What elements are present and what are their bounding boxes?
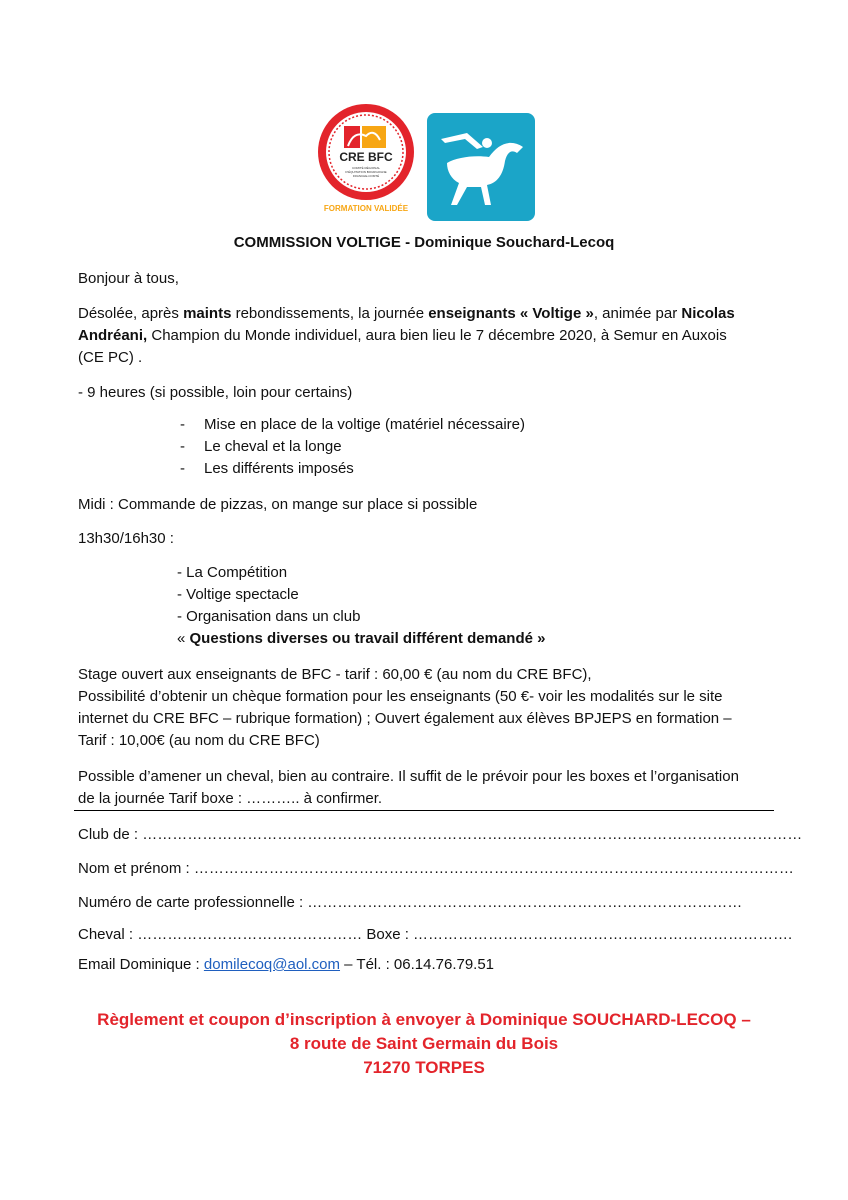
intro-bold-andreani: Andréani, bbox=[78, 327, 148, 344]
list-item: - Le cheval et la longe bbox=[180, 438, 342, 455]
horse-vaulting-icon bbox=[427, 113, 535, 221]
email-label: Email Dominique : bbox=[78, 956, 204, 973]
afternoon-list bbox=[177, 562, 545, 650]
list-item: - Les différents imposés bbox=[180, 460, 354, 477]
tarif-line-3: internet du CRE BFC – rubrique formation) ; Ouvert également aux élèves BPJEPS en formation – bbox=[78, 710, 732, 727]
voltige-logo bbox=[427, 113, 535, 221]
intro-text-4: Champion du Monde individuel, aura bien lieu le 7 décembre 2020, à Semur en Auxois bbox=[147, 327, 727, 344]
lunch-line: Midi : Commande de pizzas, on mange sur place si possible bbox=[78, 496, 478, 513]
list-item bbox=[177, 628, 545, 650]
intro-line-1 bbox=[78, 303, 735, 325]
horse-box-field[interactable]: Cheval : ……………………………………… Boxe : …………………………………………………………………. bbox=[78, 926, 793, 943]
morning-heading: - 9 heures (si possible, loin pour certains) bbox=[78, 384, 353, 401]
list-item: - La Compétition bbox=[177, 564, 288, 581]
intro-bold-maints: maints bbox=[183, 305, 232, 322]
intro-line-3: (CE PC) . bbox=[78, 349, 143, 366]
intro-text-2: rebondissements, la journée bbox=[231, 305, 429, 322]
cre-logo-small: COMITÉ RÉGIONAL D'ÉQUITATION BOURGOGNE FRANCHE-COMTÉ bbox=[345, 166, 387, 178]
footer-line-2: 8 route de Saint Germain du Bois bbox=[289, 1034, 559, 1053]
email-link[interactable]: domilecoq@aol.com bbox=[203, 956, 341, 973]
document-title: COMMISSION VOLTIGE - Dominique Souchard-Lecoq bbox=[233, 234, 615, 251]
intro-bold-nicolas: Nicolas bbox=[681, 305, 735, 322]
morning-item-3: Les différents imposés bbox=[204, 460, 354, 477]
tarif-line-2: Possibilité d’obtenir un chèque formation pour les enseignants (50 €- voir les modalités sur le site bbox=[78, 688, 723, 705]
horse-line-1: Possible d’amener un cheval, bien au contraire. Il suffit de le prévoir pour les boxes et l’organisation bbox=[78, 768, 739, 785]
formation-validee-badge: FORMATION VALIDÉE bbox=[323, 204, 409, 213]
afternoon-bold-item: Questions diverses ou travail différent demandé » bbox=[189, 630, 546, 647]
morning-item-2: Le cheval et la longe bbox=[204, 438, 342, 455]
quote-prefix: « bbox=[177, 630, 190, 647]
contact-line bbox=[78, 954, 494, 976]
cre-logo-text: CRE BFC bbox=[339, 150, 393, 164]
cre-bfc-logo bbox=[314, 96, 418, 224]
name-field[interactable]: Nom et prénom : ………………………………………………………………………………………………………… bbox=[78, 860, 794, 877]
intro-line-2 bbox=[78, 325, 727, 347]
divider bbox=[74, 810, 774, 811]
intro-text-1: Désolée, après bbox=[78, 305, 184, 322]
list-item: - Organisation dans un club bbox=[177, 608, 361, 625]
card-number-field[interactable]: Numéro de carte professionnelle : …………………………………………………………………………… bbox=[78, 894, 743, 911]
club-field[interactable]: Club de : …………………………………………………………………………………………………………………… bbox=[78, 826, 803, 843]
tarif-line-4: Tarif : 10,00€ (au nom du CRE BFC) bbox=[78, 732, 320, 749]
tarif-line-1: Stage ouvert aux enseignants de BFC - tarif : 60,00 € (au nom du CRE BFC), bbox=[78, 666, 592, 683]
intro-text-3: , animée par bbox=[593, 305, 682, 322]
phone-number: – Tél. : 06.14.76.79.51 bbox=[340, 956, 495, 973]
footer-line-1: Règlement et coupon d’inscription à envoyer à Dominique SOUCHARD-LECOQ – bbox=[97, 1010, 751, 1029]
greeting: Bonjour à tous, bbox=[78, 270, 179, 287]
morning-list bbox=[180, 414, 525, 480]
intro-bold-enseignants: enseignants « Voltige » bbox=[428, 305, 594, 322]
footer-line-3: 71270 TORPES bbox=[363, 1058, 485, 1077]
horse-line-2: de la journée Tarif boxe : ……….. à confirmer. bbox=[78, 790, 383, 807]
list-item: - Mise en place de la voltige (matériel nécessaire) bbox=[180, 416, 525, 433]
morning-item-1: Mise en place de la voltige (matériel nécessaire) bbox=[204, 416, 525, 433]
list-item: - Voltige spectacle bbox=[177, 586, 299, 603]
afternoon-heading: 13h30/16h30 : bbox=[78, 530, 174, 547]
